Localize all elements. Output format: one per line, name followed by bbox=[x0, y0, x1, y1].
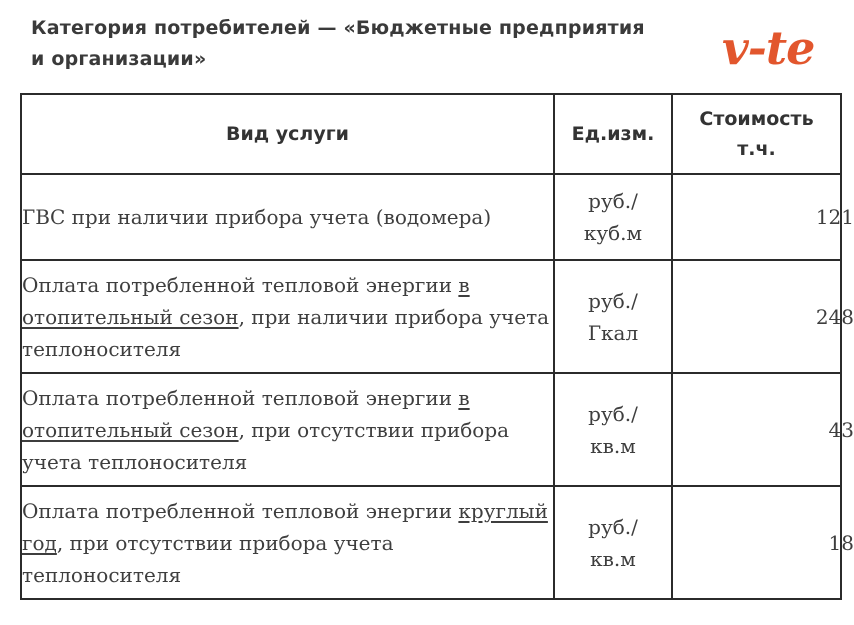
cost-value: 121 bbox=[815, 205, 854, 229]
service-cell bbox=[21, 373, 554, 486]
table-header-row bbox=[21, 94, 841, 174]
header-cost-line-1: Стоимость bbox=[699, 108, 814, 130]
cost-value: 248 bbox=[815, 304, 854, 329]
heading-line-1: Категория потребителей — «Бюджетные предприятия bbox=[31, 17, 645, 39]
service-text: , при отсутствии прибора учета теплоносителя bbox=[22, 530, 394, 587]
table-row bbox=[21, 260, 841, 373]
cost-value: 43 bbox=[828, 417, 854, 442]
unit-cell bbox=[554, 174, 672, 260]
unit-line-2: кв.м bbox=[590, 433, 636, 458]
service-text: Оплата потребленной тепловой энергии bbox=[22, 272, 459, 297]
header-service: Вид услуги bbox=[21, 94, 554, 174]
unit-line-2: куб.м bbox=[583, 221, 643, 245]
service-text: ГВС при наличии прибора учета (водомера) bbox=[22, 205, 492, 229]
service-cell bbox=[21, 486, 554, 599]
header-cost-line-2: т.ч. bbox=[737, 138, 776, 160]
unit-line-1: руб./ bbox=[588, 288, 638, 313]
table-row bbox=[21, 486, 841, 599]
cost-value: 18 bbox=[828, 530, 854, 555]
unit-cell bbox=[554, 373, 672, 486]
header-unit: Ед.изм. bbox=[554, 94, 672, 174]
service-underlined-text: в отопительный сезон bbox=[22, 385, 470, 442]
service-text: Оплата потребленной тепловой энергии bbox=[22, 385, 459, 410]
service-cell bbox=[21, 260, 554, 373]
page-heading bbox=[31, 13, 671, 75]
service-text: , при отсутствии прибора учета теплоносителя bbox=[22, 417, 510, 474]
unit-line-1: руб./ bbox=[588, 401, 638, 426]
header-cost bbox=[672, 94, 841, 174]
service-text: Оплата потребленной тепловой энергии bbox=[22, 498, 459, 523]
unit-cell bbox=[554, 260, 672, 373]
unit-line-2: кв.м bbox=[590, 546, 636, 571]
cost-cell bbox=[672, 373, 854, 486]
service-cell bbox=[21, 174, 554, 260]
unit-line-1: руб./ bbox=[588, 189, 638, 213]
unit-line-1: руб./ bbox=[588, 514, 638, 539]
heading-line-2: и организации» bbox=[31, 48, 207, 70]
service-underlined-text: в отопительный сезон bbox=[22, 272, 470, 329]
unit-cell bbox=[554, 486, 672, 599]
cost-cell bbox=[672, 486, 854, 599]
service-text: , при наличии прибора учета теплоносителя bbox=[22, 304, 550, 361]
cost-cell bbox=[672, 260, 854, 373]
site-logo: v-te bbox=[722, 21, 815, 75]
table-row bbox=[21, 373, 841, 486]
cost-cell bbox=[672, 174, 854, 260]
table-row bbox=[21, 174, 841, 260]
tariff-table bbox=[20, 93, 854, 600]
unit-line-2: Гкал bbox=[587, 320, 639, 345]
service-underlined-text: круглый год bbox=[22, 498, 548, 555]
